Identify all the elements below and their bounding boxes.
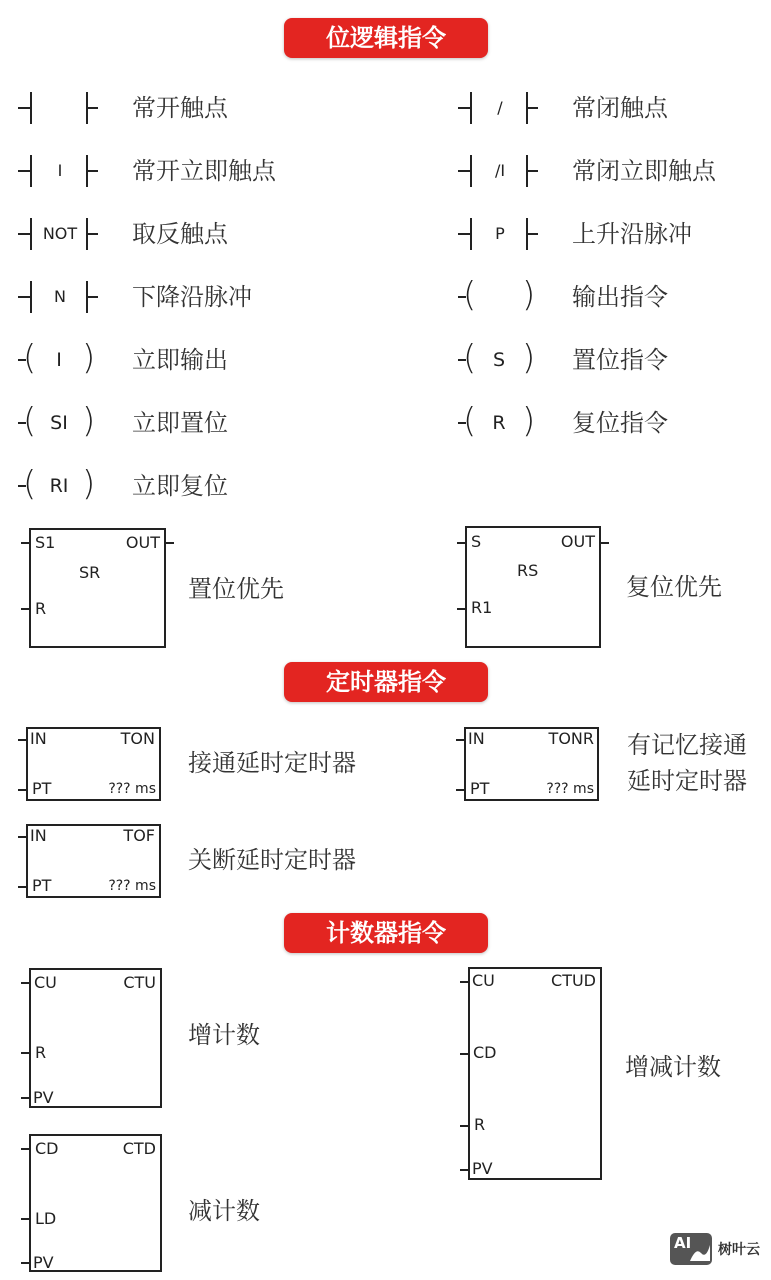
block-name: CTU bbox=[123, 973, 156, 992]
sr-block bbox=[29, 528, 166, 648]
coil-symbol-text: R bbox=[492, 412, 506, 434]
block-name: CTUD bbox=[551, 971, 596, 990]
block-name: CTD bbox=[122, 1139, 156, 1158]
pin-out: OUT bbox=[125, 533, 160, 552]
ctud-block bbox=[468, 967, 602, 1180]
contact-item bbox=[18, 277, 318, 317]
section-header-bit-logic: 位逻辑指令 bbox=[284, 18, 488, 58]
contact-symbol-text: I bbox=[57, 161, 63, 180]
instruction-label: 复位指令 bbox=[572, 409, 668, 437]
contact-symbol-text: N bbox=[54, 287, 66, 306]
ctud-label: 增减计数 bbox=[625, 1053, 721, 1081]
instruction-label: 立即置位 bbox=[132, 409, 228, 437]
instruction-label: 常闭立即触点 bbox=[572, 157, 716, 185]
coil-item bbox=[458, 277, 758, 317]
pin-cd: CD bbox=[473, 1043, 497, 1062]
contact-symbol-icon bbox=[18, 277, 102, 317]
coil-symbol-icon: ( ) bbox=[458, 277, 542, 317]
contact-symbol-text: / bbox=[497, 98, 503, 117]
instruction-label: 常开触点 bbox=[132, 94, 228, 122]
tonr-label-line2: 延时定时器 bbox=[627, 767, 747, 795]
tof-label: 关断延时定时器 bbox=[188, 846, 356, 874]
ctu-label: 增计数 bbox=[188, 1021, 260, 1049]
coil-symbol-text: RI bbox=[49, 475, 69, 497]
rs-block bbox=[465, 526, 601, 648]
watermark-logo-icon: AI bbox=[670, 1233, 712, 1265]
instruction-label: 常闭触点 bbox=[572, 94, 668, 122]
section-header-timer: 定时器指令 bbox=[284, 662, 488, 702]
contact-item bbox=[458, 151, 758, 191]
instruction-label: 上升沿脉冲 bbox=[572, 220, 692, 248]
pin-r: R bbox=[474, 1115, 486, 1134]
block-name: TOF bbox=[123, 826, 155, 845]
contact-symbol-icon bbox=[458, 151, 542, 191]
instruction-label: 立即复位 bbox=[132, 472, 228, 500]
contact-symbol-icon bbox=[458, 88, 542, 128]
pin-r: R bbox=[35, 599, 47, 618]
instruction-label: 常开立即触点 bbox=[132, 157, 276, 185]
pin-pv: PV bbox=[33, 1088, 54, 1107]
coil-symbol-icon: ( RI ) bbox=[18, 466, 102, 506]
pin-in: IN bbox=[30, 729, 47, 748]
block-name: SR bbox=[79, 563, 101, 582]
contact-symbol-text: /I bbox=[494, 161, 506, 180]
instruction-label: 置位指令 bbox=[572, 346, 668, 374]
pin-cu: CU bbox=[34, 973, 57, 992]
contact-symbol-text bbox=[32, 88, 88, 128]
block-name: RS bbox=[517, 561, 539, 580]
watermark-text: 树叶云 bbox=[718, 1242, 760, 1258]
ctd-block bbox=[29, 1134, 162, 1272]
coil-item bbox=[458, 403, 758, 443]
instruction-label: 输出指令 bbox=[572, 283, 668, 311]
coil-symbol-icon: ( SI ) bbox=[18, 403, 102, 443]
coil-symbol-text: S bbox=[492, 349, 506, 371]
contact-item bbox=[18, 88, 318, 128]
tonr-block bbox=[464, 727, 599, 801]
preset-value: ??? ms bbox=[546, 781, 594, 797]
coil-symbol-icon: ( I ) bbox=[18, 340, 102, 380]
coil-symbol-text: I bbox=[56, 349, 62, 371]
block-name: TONR bbox=[548, 729, 594, 748]
pin-pv: PV bbox=[472, 1159, 493, 1178]
ctu-block bbox=[29, 968, 162, 1108]
coil-item bbox=[18, 466, 318, 506]
coil-item bbox=[458, 340, 758, 380]
contact-symbol-icon bbox=[18, 151, 102, 191]
pin-s1: S1 bbox=[35, 533, 56, 552]
instruction-label: 下降沿脉冲 bbox=[132, 283, 252, 311]
pin-pt: PT bbox=[470, 779, 490, 798]
pin-pt: PT bbox=[32, 876, 52, 895]
contact-symbol-icon bbox=[18, 88, 102, 128]
contact-item bbox=[18, 151, 318, 191]
contact-item bbox=[458, 214, 758, 254]
instruction-label: 取反触点 bbox=[132, 220, 228, 248]
block-name: TON bbox=[120, 729, 155, 748]
coil-symbol-icon: ( R ) bbox=[458, 403, 542, 443]
pin-in: IN bbox=[30, 826, 47, 845]
contact-item bbox=[458, 88, 758, 128]
pin-pv: PV bbox=[33, 1253, 54, 1272]
pin-out: OUT bbox=[560, 532, 595, 551]
contact-symbol-icon bbox=[458, 214, 542, 254]
preset-value: ??? ms bbox=[108, 878, 156, 894]
pin-in: IN bbox=[468, 729, 485, 748]
contact-symbol-text: P bbox=[495, 224, 505, 243]
rs-label: 复位优先 bbox=[626, 573, 722, 601]
pin-ld: LD bbox=[35, 1209, 57, 1228]
tof-block bbox=[26, 824, 161, 898]
ctd-label: 减计数 bbox=[188, 1197, 260, 1225]
sr-label: 置位优先 bbox=[188, 575, 284, 603]
coil-symbol-text: SI bbox=[50, 412, 68, 434]
pin-r: R bbox=[35, 1043, 47, 1062]
tonr-label-line1: 有记忆接通 bbox=[627, 731, 747, 759]
preset-value: ??? ms bbox=[108, 781, 156, 797]
pin-pt: PT bbox=[32, 779, 52, 798]
pin-cd: CD bbox=[35, 1139, 59, 1158]
coil-item bbox=[18, 340, 318, 380]
pin-s: S bbox=[471, 532, 482, 551]
instruction-label: 立即输出 bbox=[132, 346, 228, 374]
coil-item bbox=[18, 403, 318, 443]
pin-cu: CU bbox=[472, 971, 495, 990]
coil-symbol-icon: ( S ) bbox=[458, 340, 542, 380]
ton-block bbox=[26, 727, 161, 801]
watermark bbox=[670, 1233, 760, 1265]
contact-item bbox=[18, 214, 318, 254]
contact-symbol-icon bbox=[18, 214, 102, 254]
contact-symbol-text: NOT bbox=[42, 224, 78, 243]
section-header-counter: 计数器指令 bbox=[284, 913, 488, 953]
pin-r1: R1 bbox=[471, 598, 493, 617]
ton-label: 接通延时定时器 bbox=[188, 749, 356, 777]
